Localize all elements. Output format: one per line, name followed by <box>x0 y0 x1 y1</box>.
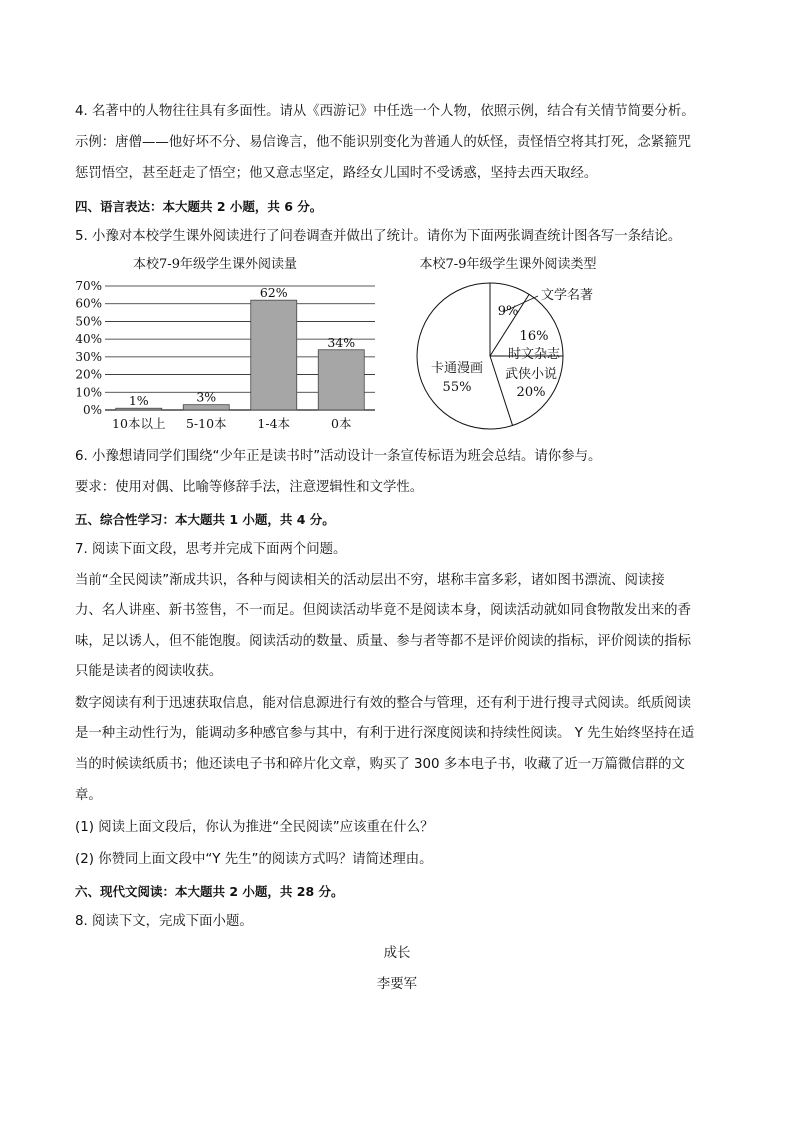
bar-ytick-label: 0% <box>82 403 102 417</box>
bar-chart <box>65 252 385 442</box>
q7-p1-line2: 力、名人讲座、新书签售，不一而足。但阅读活动毕竟不是阅读本身，阅读活动就如同食物散发出来的香 <box>75 603 691 618</box>
q7-p2-line3: 当的时候读纸质书；他还读电子书和碎片化文章，购买了 300 多本电子书，收藏了近一万篇微信群的文 <box>75 757 685 772</box>
bar-ytick-label: 60% <box>75 296 102 311</box>
pie-label-magazine-value: 16% <box>519 329 549 344</box>
bar <box>318 350 364 410</box>
q7-p1-line4: 只能是读者的阅读收获。 <box>75 664 223 679</box>
pie-label-wuxia-name: 武侠小说 <box>504 367 558 382</box>
bar-ytick-label: 40% <box>75 332 102 347</box>
bar-ytick-label: 30% <box>75 349 102 364</box>
bar-ytick-label: 10% <box>75 385 102 400</box>
q4-example-line1: 示例：唐僧——他好坏不分、易信谗言，他不能识别变化为普通人的妖怪，责怪悟空将其打死，念紧箍咒 <box>75 135 691 150</box>
bar-value-label: 62% <box>259 285 288 301</box>
article-title: 成长 <box>383 946 411 961</box>
article-author: 李要军 <box>376 977 418 992</box>
pie-label-magazine-name: 时文杂志 <box>507 347 561 362</box>
pie-chart <box>400 252 630 432</box>
bar-value-label: 34% <box>327 334 356 350</box>
bar-category-label: 0本 <box>331 416 352 431</box>
bar <box>116 408 162 410</box>
q7-p2-line2: 是一种主动性行为，能调动多种感官参与其中，有利于进行深度阅读和持续性阅读。 Y 先生始终坚持在适 <box>75 726 695 741</box>
pie-chart-title: 本校7-9年级学生课外阅读类型 <box>419 257 597 272</box>
pie-label-cartoon-value: 55% <box>442 380 472 395</box>
q7-sub-question-1: (1) 阅读上面文段后，你认为推进“全民阅读”应该重在什么？ <box>75 820 434 835</box>
bar-value-label: 3% <box>196 389 217 405</box>
q6-requirement: 要求：使用对偶、比喻等修辞手法，注意逻辑性和文学性。 <box>75 480 424 495</box>
q7-p1-line1: 当前“全民阅读”渐成共识，各种与阅读相关的活动层出不穷，堪称丰富多彩，诸如图书漂流、阅读接 <box>75 573 665 588</box>
section4-heading: 四、语言表达：本大题共 2 小题，共 6 分。 <box>75 199 323 214</box>
bar-ytick-label: 20% <box>75 367 102 382</box>
bar-category-label: 1-4本 <box>257 416 291 431</box>
q8-stem: 8. 阅读下文，完成下面小题。 <box>75 914 253 929</box>
q6-stem: 6. 小豫想请同学们围绕“少年正是读书时”活动设计一条宣传标语为班会总结。请你参与。 <box>75 449 602 464</box>
q7-stem: 7. 阅读下面文段，思考并完成下面两个问题。 <box>75 542 347 557</box>
q7-p1-line3: 味，足以诱人，但不能饱腹。阅读活动的数量、质量、参与者等都不是评价阅读的指标，评价阅读的指标 <box>75 634 691 649</box>
q5-stem: 5. 小豫对本校学生课外阅读进行了问卷调查并做出了统计。请你为下面两张调查统计图各写一条结论。 <box>75 229 682 244</box>
bar <box>183 405 229 410</box>
section5-heading: 五、综合性学习：本大题共 1 小题，共 4 分。 <box>75 512 335 527</box>
q4-stem: 4. 名著中的人物往往具有多面性。请从《西游记》中任选一个人物，依照示例，结合有关情节简要分析。 <box>75 104 695 119</box>
bar-chart-title: 本校7-9年级学生课外阅读量 <box>133 257 297 272</box>
bar-value-label: 1% <box>128 393 149 409</box>
pie-label-wuxia-value: 20% <box>516 385 546 400</box>
bar-category-label: 10本以上 <box>112 416 166 431</box>
pie-label-cartoon-name: 卡通漫画 <box>430 361 484 376</box>
q4-example-line2: 惩罚悟空，甚至赶走了悟空；他又意志坚定，路经女儿国时不受诱惑，坚持去西天取经。 <box>75 166 598 181</box>
bar-ytick-label: 50% <box>75 314 102 329</box>
pie-label-literature-name: 文学名著 <box>541 288 594 303</box>
q7-p2-line4: 章。 <box>75 788 102 803</box>
bar-ytick-label: 70% <box>75 279 102 293</box>
bar <box>251 300 297 410</box>
pie-label-literature-value: 9% <box>497 304 519 319</box>
q7-sub-question-2: (2) 你赞同上面文段中“Y 先生”的阅读方式吗？请简述理由。 <box>75 852 433 867</box>
section6-heading: 六、现代文阅读：本大题共 2 小题，共 28 分。 <box>75 884 344 899</box>
q7-p2-line1: 数字阅读有利于迅速获取信息，能对信息源进行有效的整合与管理，还有利于进行搜寻式阅读。纸质阅读 <box>75 696 691 711</box>
bar-category-label: 5-10本 <box>185 416 227 431</box>
